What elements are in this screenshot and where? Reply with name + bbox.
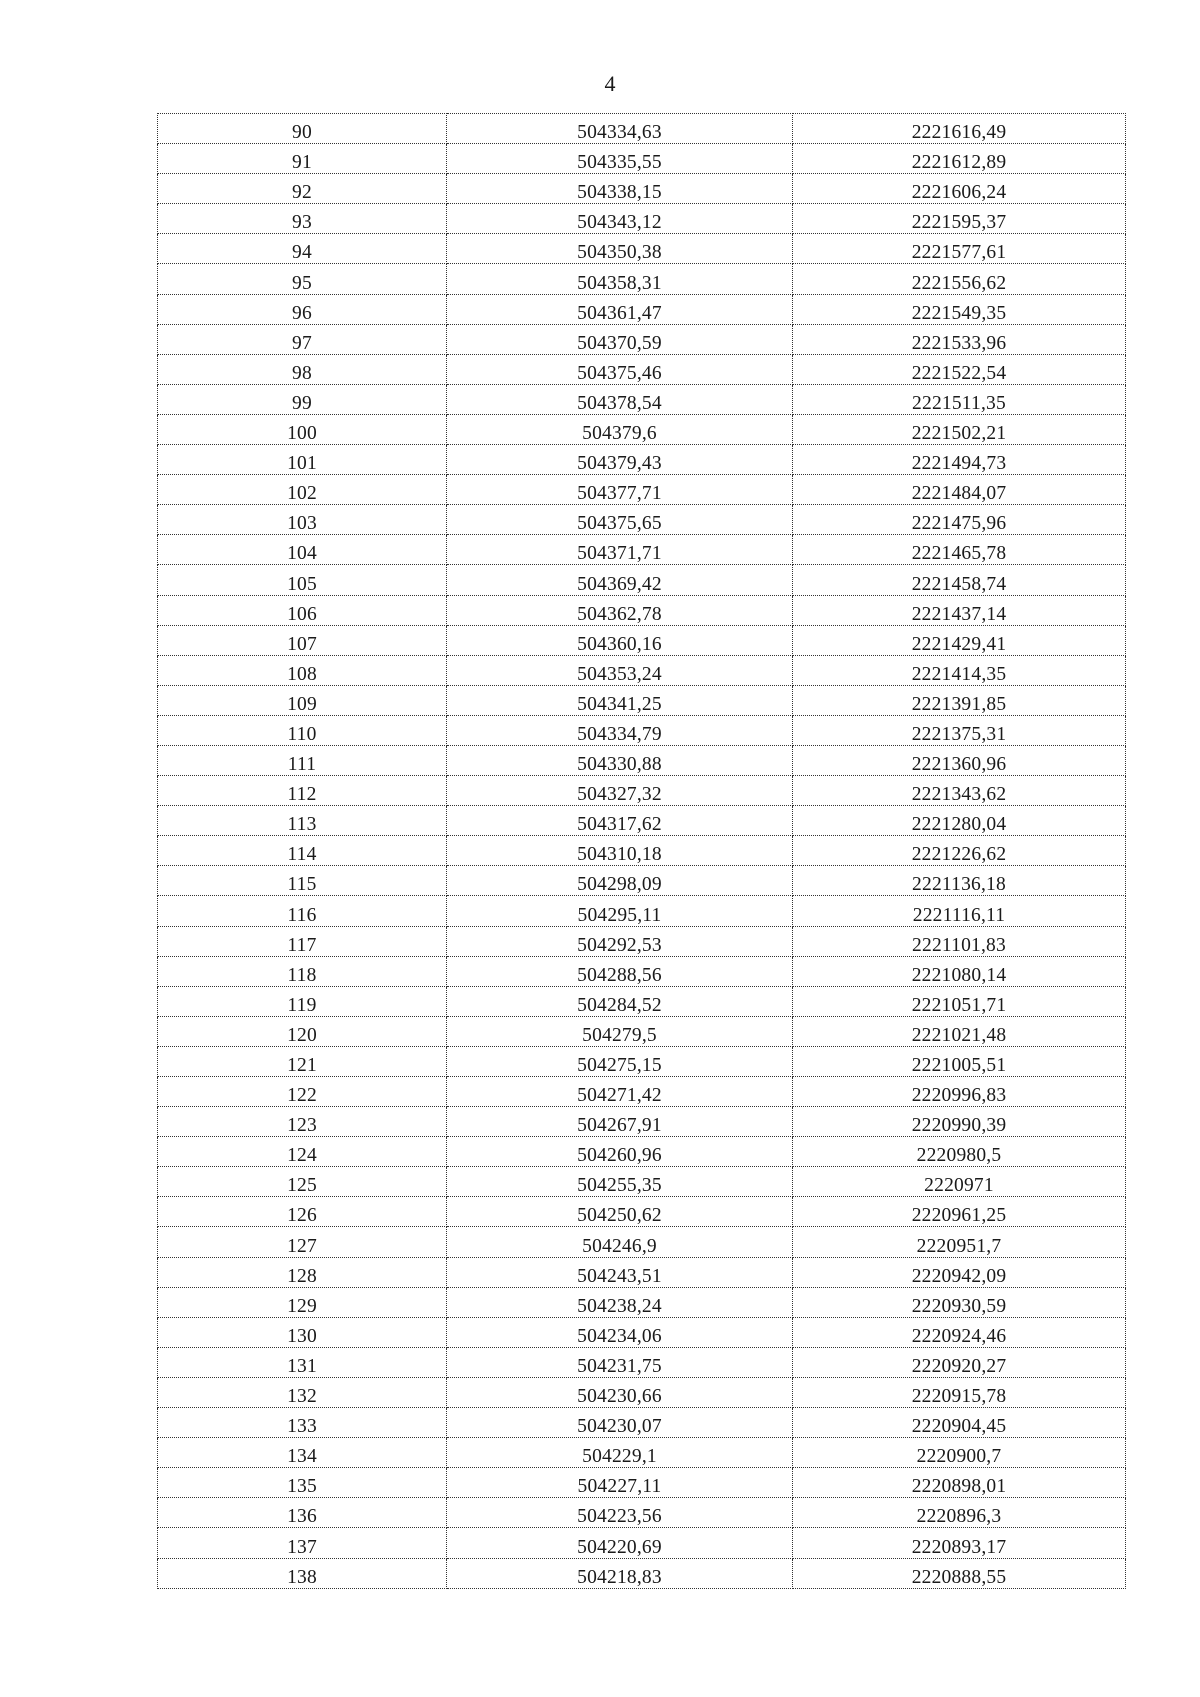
table-row — [158, 114, 1126, 144]
x-coordinate-cell: 504310,18 — [447, 836, 793, 866]
point-number-cell: 93 — [158, 204, 447, 234]
table-row — [158, 625, 1126, 655]
point-number-cell: 137 — [158, 1528, 447, 1558]
table-row — [158, 1046, 1126, 1076]
y-coordinate-cell: 2221280,04 — [793, 806, 1126, 836]
x-coordinate-cell: 504238,24 — [447, 1287, 793, 1317]
table-row — [158, 505, 1126, 535]
y-coordinate-cell: 2221595,37 — [793, 204, 1126, 234]
y-coordinate-cell: 2220904,45 — [793, 1408, 1126, 1438]
y-coordinate-cell: 2220920,27 — [793, 1347, 1126, 1377]
x-coordinate-cell: 504334,63 — [447, 114, 793, 144]
x-coordinate-cell: 504358,31 — [447, 264, 793, 294]
y-coordinate-cell: 2220930,59 — [793, 1287, 1126, 1317]
table-row — [158, 1137, 1126, 1167]
y-coordinate-cell: 2220961,25 — [793, 1197, 1126, 1227]
y-coordinate-cell: 2221502,21 — [793, 414, 1126, 444]
table-row — [158, 1016, 1126, 1046]
table-row — [158, 1377, 1126, 1407]
x-coordinate-cell: 504362,78 — [447, 595, 793, 625]
y-coordinate-cell: 2220898,01 — [793, 1468, 1126, 1498]
point-number-cell: 103 — [158, 505, 447, 535]
x-coordinate-cell: 504330,88 — [447, 745, 793, 775]
table-row — [158, 745, 1126, 775]
table-row — [158, 1077, 1126, 1107]
point-number-cell: 107 — [158, 625, 447, 655]
x-coordinate-cell: 504369,42 — [447, 565, 793, 595]
point-number-cell: 111 — [158, 745, 447, 775]
x-coordinate-cell: 504377,71 — [447, 475, 793, 505]
table-row — [158, 324, 1126, 354]
y-coordinate-cell: 2221343,62 — [793, 776, 1126, 806]
table-row — [158, 414, 1126, 444]
table-row — [158, 204, 1126, 234]
y-coordinate-cell: 2221360,96 — [793, 745, 1126, 775]
y-coordinate-cell: 2221429,41 — [793, 625, 1126, 655]
table-row — [158, 926, 1126, 956]
point-number-cell: 112 — [158, 776, 447, 806]
x-coordinate-cell: 504343,12 — [447, 204, 793, 234]
point-number-cell: 116 — [158, 896, 447, 926]
point-number-cell: 106 — [158, 595, 447, 625]
x-coordinate-cell: 504338,15 — [447, 174, 793, 204]
y-coordinate-cell: 2221414,35 — [793, 655, 1126, 685]
x-coordinate-cell: 504243,51 — [447, 1257, 793, 1287]
y-coordinate-cell: 2221612,89 — [793, 144, 1126, 174]
point-number-cell: 128 — [158, 1257, 447, 1287]
x-coordinate-cell: 504370,59 — [447, 324, 793, 354]
point-number-cell: 110 — [158, 715, 447, 745]
y-coordinate-cell: 2221616,49 — [793, 114, 1126, 144]
y-coordinate-cell: 2220896,3 — [793, 1498, 1126, 1528]
point-number-cell: 121 — [158, 1046, 447, 1076]
table-row — [158, 1498, 1126, 1528]
x-coordinate-cell: 504220,69 — [447, 1528, 793, 1558]
table-row — [158, 776, 1126, 806]
x-coordinate-cell: 504298,09 — [447, 866, 793, 896]
table-row — [158, 956, 1126, 986]
y-coordinate-cell: 2221226,62 — [793, 836, 1126, 866]
y-coordinate-cell: 2220951,7 — [793, 1227, 1126, 1257]
x-coordinate-cell: 504288,56 — [447, 956, 793, 986]
point-number-cell: 105 — [158, 565, 447, 595]
point-number-cell: 125 — [158, 1167, 447, 1197]
x-coordinate-cell: 504255,35 — [447, 1167, 793, 1197]
x-coordinate-cell: 504350,38 — [447, 234, 793, 264]
point-number-cell: 90 — [158, 114, 447, 144]
table-row — [158, 715, 1126, 745]
point-number-cell: 127 — [158, 1227, 447, 1257]
y-coordinate-cell: 2221606,24 — [793, 174, 1126, 204]
point-number-cell: 136 — [158, 1498, 447, 1528]
point-number-cell: 135 — [158, 1468, 447, 1498]
y-coordinate-cell: 2220888,55 — [793, 1558, 1126, 1588]
table-row — [158, 1347, 1126, 1377]
x-coordinate-cell: 504327,32 — [447, 776, 793, 806]
table-row — [158, 1408, 1126, 1438]
table-row — [158, 685, 1126, 715]
point-number-cell: 95 — [158, 264, 447, 294]
table-row — [158, 595, 1126, 625]
y-coordinate-cell: 2220900,7 — [793, 1438, 1126, 1468]
y-coordinate-cell: 2221549,35 — [793, 294, 1126, 324]
point-number-cell: 104 — [158, 535, 447, 565]
y-coordinate-cell: 2220971 — [793, 1167, 1126, 1197]
x-coordinate-cell: 504335,55 — [447, 144, 793, 174]
table-row — [158, 294, 1126, 324]
y-coordinate-cell: 2221458,74 — [793, 565, 1126, 595]
point-number-cell: 108 — [158, 655, 447, 685]
point-number-cell: 92 — [158, 174, 447, 204]
point-number-cell: 96 — [158, 294, 447, 324]
y-coordinate-cell: 2220990,39 — [793, 1107, 1126, 1137]
x-coordinate-cell: 504227,11 — [447, 1468, 793, 1498]
table-row — [158, 354, 1126, 384]
y-coordinate-cell: 2221465,78 — [793, 535, 1126, 565]
y-coordinate-cell: 2221533,96 — [793, 324, 1126, 354]
point-number-cell: 126 — [158, 1197, 447, 1227]
table-row — [158, 986, 1126, 1016]
x-coordinate-cell: 504334,79 — [447, 715, 793, 745]
point-number-cell: 97 — [158, 324, 447, 354]
y-coordinate-cell: 2221391,85 — [793, 685, 1126, 715]
x-coordinate-cell: 504353,24 — [447, 655, 793, 685]
y-coordinate-cell: 2221556,62 — [793, 264, 1126, 294]
y-coordinate-cell: 2221494,73 — [793, 445, 1126, 475]
table-row — [158, 1468, 1126, 1498]
x-coordinate-cell: 504267,91 — [447, 1107, 793, 1137]
x-coordinate-cell: 504218,83 — [447, 1558, 793, 1588]
table-row — [158, 384, 1126, 414]
y-coordinate-cell: 2221437,14 — [793, 595, 1126, 625]
point-number-cell: 132 — [158, 1377, 447, 1407]
table-row — [158, 1257, 1126, 1287]
point-number-cell: 138 — [158, 1558, 447, 1588]
x-coordinate-cell: 504284,52 — [447, 986, 793, 1016]
x-coordinate-cell: 504230,07 — [447, 1408, 793, 1438]
x-coordinate-cell: 504223,56 — [447, 1498, 793, 1528]
y-coordinate-cell: 2220996,83 — [793, 1077, 1126, 1107]
table-row — [158, 234, 1126, 264]
table-row — [158, 1558, 1126, 1588]
table-row — [158, 565, 1126, 595]
x-coordinate-cell: 504375,46 — [447, 354, 793, 384]
point-number-cell: 99 — [158, 384, 447, 414]
table-row — [158, 1287, 1126, 1317]
point-number-cell: 98 — [158, 354, 447, 384]
table-row — [158, 806, 1126, 836]
y-coordinate-cell: 2221005,51 — [793, 1046, 1126, 1076]
x-coordinate-cell: 504295,11 — [447, 896, 793, 926]
point-number-cell: 114 — [158, 836, 447, 866]
point-number-cell: 101 — [158, 445, 447, 475]
x-coordinate-cell: 504246,9 — [447, 1227, 793, 1257]
point-number-cell: 118 — [158, 956, 447, 986]
x-coordinate-cell: 504317,62 — [447, 806, 793, 836]
y-coordinate-cell: 2221511,35 — [793, 384, 1126, 414]
x-coordinate-cell: 504234,06 — [447, 1317, 793, 1347]
table-row — [158, 836, 1126, 866]
x-coordinate-cell: 504379,6 — [447, 414, 793, 444]
point-number-cell: 102 — [158, 475, 447, 505]
point-number-cell: 123 — [158, 1107, 447, 1137]
point-number-cell: 134 — [158, 1438, 447, 1468]
table-row — [158, 1107, 1126, 1137]
x-coordinate-cell: 504250,62 — [447, 1197, 793, 1227]
y-coordinate-cell: 2220942,09 — [793, 1257, 1126, 1287]
x-coordinate-cell: 504371,71 — [447, 535, 793, 565]
y-coordinate-cell: 2221475,96 — [793, 505, 1126, 535]
table-row — [158, 896, 1126, 926]
page-number: 4 — [604, 71, 616, 96]
point-number-cell: 113 — [158, 806, 447, 836]
x-coordinate-cell: 504375,65 — [447, 505, 793, 535]
table-row — [158, 535, 1126, 565]
table-row — [158, 144, 1126, 174]
point-number-cell: 109 — [158, 685, 447, 715]
x-coordinate-cell: 504292,53 — [447, 926, 793, 956]
table-row — [158, 655, 1126, 685]
point-number-cell: 117 — [158, 926, 447, 956]
y-coordinate-cell: 2221484,07 — [793, 475, 1126, 505]
y-coordinate-cell: 2221021,48 — [793, 1016, 1126, 1046]
y-coordinate-cell: 2221051,71 — [793, 986, 1126, 1016]
y-coordinate-cell: 2221577,61 — [793, 234, 1126, 264]
point-number-cell: 119 — [158, 986, 447, 1016]
table-row — [158, 866, 1126, 896]
table-row — [158, 1528, 1126, 1558]
y-coordinate-cell: 2221116,11 — [793, 896, 1126, 926]
table-row — [158, 445, 1126, 475]
point-number-cell: 124 — [158, 1137, 447, 1167]
table-row — [158, 264, 1126, 294]
x-coordinate-cell: 504279,5 — [447, 1016, 793, 1046]
y-coordinate-cell: 2221101,83 — [793, 926, 1126, 956]
coordinates-table — [157, 113, 1126, 1589]
table-row — [158, 1438, 1126, 1468]
y-coordinate-cell: 2221080,14 — [793, 956, 1126, 986]
point-number-cell: 129 — [158, 1287, 447, 1317]
x-coordinate-cell: 504361,47 — [447, 294, 793, 324]
table-row — [158, 1167, 1126, 1197]
x-coordinate-cell: 504230,66 — [447, 1377, 793, 1407]
x-coordinate-cell: 504379,43 — [447, 445, 793, 475]
point-number-cell: 115 — [158, 866, 447, 896]
x-coordinate-cell: 504229,1 — [447, 1438, 793, 1468]
point-number-cell: 91 — [158, 144, 447, 174]
x-coordinate-cell: 504275,15 — [447, 1046, 793, 1076]
y-coordinate-cell: 2220893,17 — [793, 1528, 1126, 1558]
point-number-cell: 130 — [158, 1317, 447, 1347]
point-number-cell: 122 — [158, 1077, 447, 1107]
y-coordinate-cell: 2221522,54 — [793, 354, 1126, 384]
point-number-cell: 94 — [158, 234, 447, 264]
y-coordinate-cell: 2220980,5 — [793, 1137, 1126, 1167]
point-number-cell: 100 — [158, 414, 447, 444]
table-row — [158, 1197, 1126, 1227]
coordinates-table-body — [158, 114, 1126, 1589]
x-coordinate-cell: 504341,25 — [447, 685, 793, 715]
point-number-cell: 131 — [158, 1347, 447, 1377]
point-number-cell: 120 — [158, 1016, 447, 1046]
table-row — [158, 475, 1126, 505]
y-coordinate-cell: 2220924,46 — [793, 1317, 1126, 1347]
y-coordinate-cell: 2220915,78 — [793, 1377, 1126, 1407]
point-number-cell: 133 — [158, 1408, 447, 1438]
x-coordinate-cell: 504378,54 — [447, 384, 793, 414]
x-coordinate-cell: 504260,96 — [447, 1137, 793, 1167]
table-row — [158, 1227, 1126, 1257]
table-row — [158, 174, 1126, 204]
x-coordinate-cell: 504271,42 — [447, 1077, 793, 1107]
x-coordinate-cell: 504231,75 — [447, 1347, 793, 1377]
y-coordinate-cell: 2221375,31 — [793, 715, 1126, 745]
table-row — [158, 1317, 1126, 1347]
y-coordinate-cell: 2221136,18 — [793, 866, 1126, 896]
x-coordinate-cell: 504360,16 — [447, 625, 793, 655]
